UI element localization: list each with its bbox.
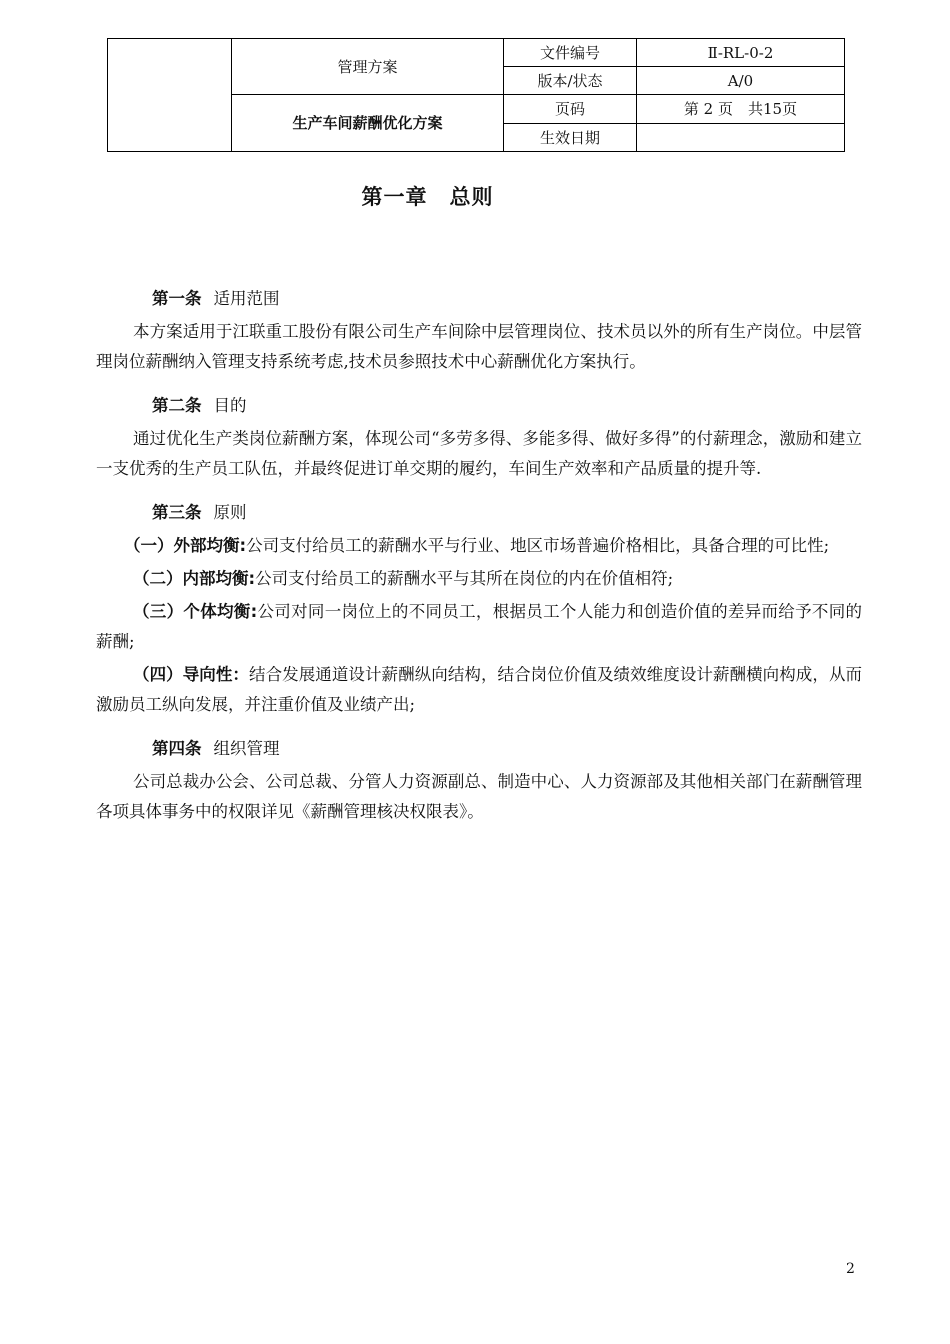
article-4-text: 公司总裁办公会、公司总裁、分管人力资源副总、制造中心、人力资源部及其他相关部门在薪酬管理各项具体事务中的权限详见《薪酬管理核决权限表》。 [96,772,862,821]
document-body [96,284,862,827]
principle-item [96,564,862,594]
article-title: 适用范围 [213,289,280,308]
principle-lead: （三）个体均衡: [133,602,258,621]
article-3-heading [96,498,862,528]
version-label: 版本/状态 [504,67,637,95]
article-label: 第二条 [152,396,202,415]
version-value: A/0 [637,67,845,95]
file-no-label: 文件编号 [504,39,637,67]
article-label: 第四条 [152,739,202,758]
article-1-text: 本方案适用于江联重工股份有限公司生产车间除中层管理岗位、技术员以外的所有生产岗位。中层管理岗位薪酬纳入管理支持系统考虑,技术员参照技术中心薪酬优化方案执行。 [96,322,862,371]
doc-type: 管理方案 [232,39,504,95]
chapter-heading [0,181,855,211]
article-1-heading [96,284,862,314]
article-title: 原则 [213,503,247,522]
article-label: 第三条 [152,503,202,522]
principle-item [96,531,862,561]
principle-text: 公司对同一岗位上的不同员工，根据员工个人能力和创造价值的差异而给予不同的薪酬; [96,602,862,651]
file-no-value: Ⅱ-RL-0-2 [637,39,845,67]
principle-lead: （一）外部均衡: [124,536,247,555]
principle-item [96,597,862,657]
principle-text: 结合发展通道设计薪酬纵向结构，结合岗位价值及绩效维度设计薪酬横向构成，从而激励员工纵向发展，并注重价值及业绩产出; [96,665,863,714]
effective-date-label: 生效日期 [504,124,637,152]
chapter-number: 第一章 [361,185,428,209]
page-number: 2 [846,1261,855,1277]
document-header-table [107,38,845,152]
doc-title: 生产车间薪酬优化方案 [232,95,504,152]
principle-item [96,660,862,720]
article-2-text: 通过优化生产类岗位薪酬方案，体现公司“多劳多得、多能多得、做好多得”的付薪理念，激励和建立一支优秀的生产员工队伍，并最终促进订单交期的履约，车间生产效率和产品质量的提升等. [96,429,862,478]
page-label: 页码 [504,95,637,124]
article-title: 目的 [213,396,247,415]
principle-lead: （二）内部均衡: [133,569,256,588]
article-2-heading [96,391,862,421]
logo-cell [108,39,232,152]
effective-date-value [637,124,845,152]
principle-text: 公司支付给员工的薪酬水平与其所在岗位的内在价值相符; [255,569,674,588]
principle-lead: （四）导向性： [133,665,249,684]
chapter-title: 总则 [449,185,494,209]
article-title: 组织管理 [213,739,280,758]
page-value: 第 2 页 共15页 [637,95,845,124]
article-label: 第一条 [152,289,202,308]
article-4-heading [96,734,862,764]
principle-text: 公司支付给员工的薪酬水平与行业、地区市场普遍价格相比，具备合理的可比性; [246,536,830,555]
